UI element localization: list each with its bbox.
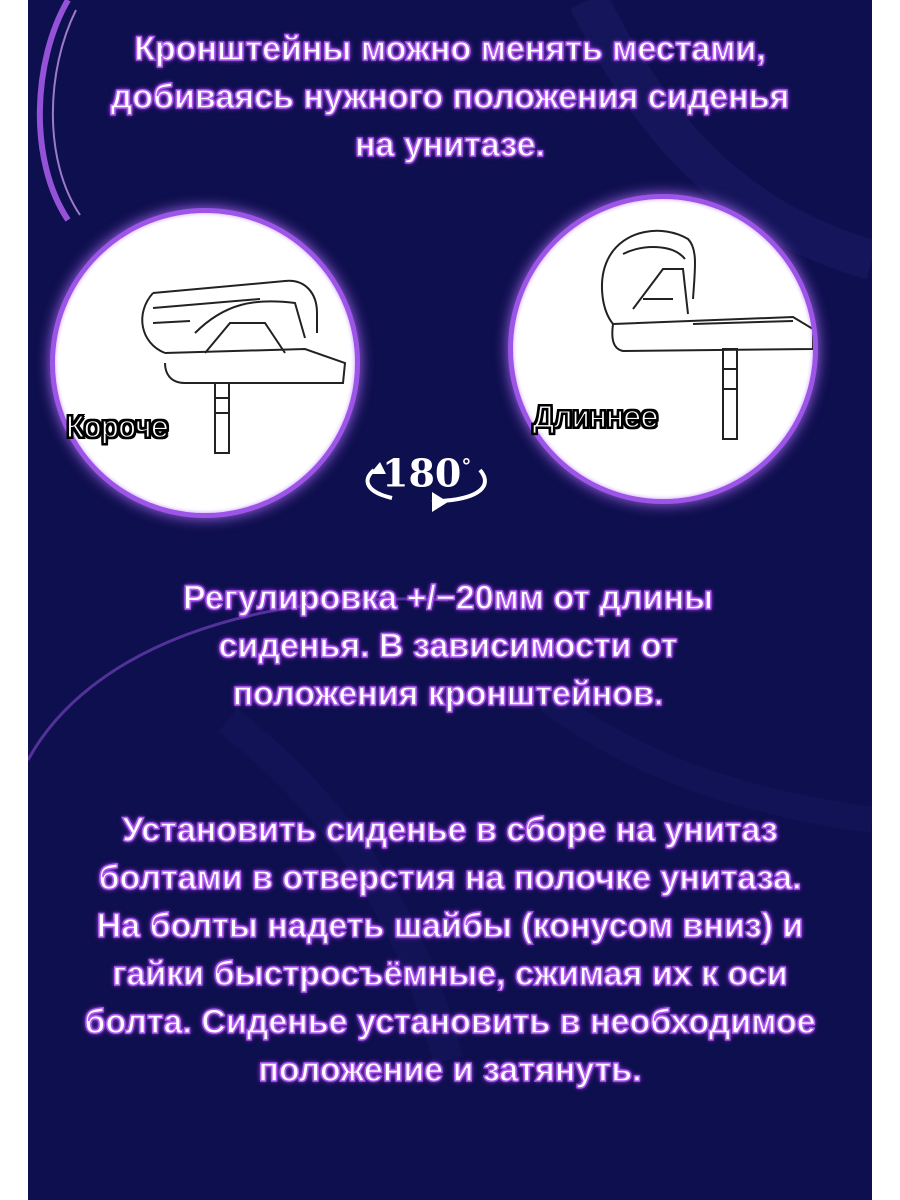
heading-text: Кронштейны можно менять местами, добиваясь нужного положения сиденья на унитазе. [110, 30, 790, 164]
palm-leaf-shadow-3 [548, 700, 872, 820]
instruction-poster [28, 0, 872, 1200]
long-bracket-drawing [513, 199, 813, 499]
rotate-180-icon [352, 440, 502, 520]
label-short: Короче [66, 409, 169, 444]
short-bracket-drawing [55, 213, 355, 513]
rotation-value: 180° [382, 450, 472, 496]
short-bracket-illustration [50, 208, 360, 518]
installation-instruction-text: Установить сиденье в сборе на унитаз болтами в отверстия на полочке унитаза. На болты надеть шайбы (конусом вниз) и гайки быстросъёмные, сжимая их к оси болта. Сиденье установить в необходимое положение и затянуть. [84, 811, 816, 1089]
label-long: Длиннее [533, 399, 659, 434]
adjustment-text: Регулировка +/−20мм от длины сиденья. В зависимости от положения кронштейнов. [182, 579, 714, 713]
long-bracket-illustration [508, 194, 818, 504]
